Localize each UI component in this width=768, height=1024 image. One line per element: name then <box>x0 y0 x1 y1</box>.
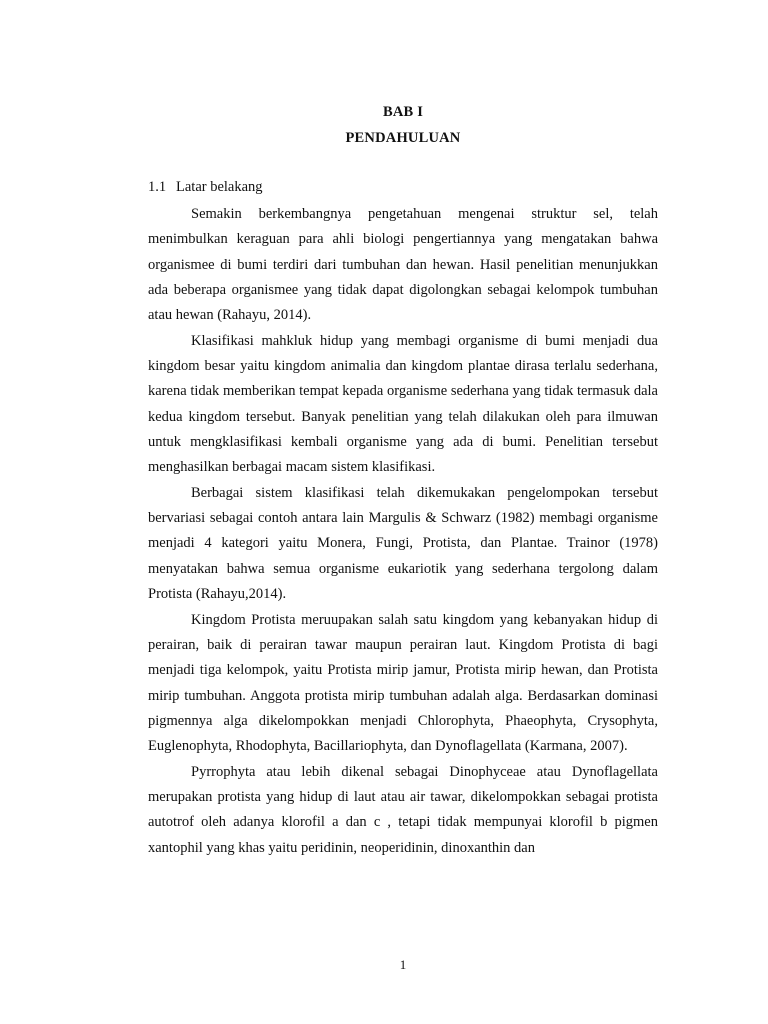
paragraph: Klasifikasi mahkluk hidup yang membagi organisme di bumi menjadi dua kingdom besar yaitu kingdom animalia dan kingdom plantae dirasa terlalu sederhana, karena tidak memberikan tempat kepada organisme sederhana yang tidak termasuk dala kedua kingdom tersebut. Banyak penelitian yang telah dilakukan oleh para ilmuwan untuk mengklasifikasi kembali organisme yang ada di bumi. Penelitian tersebut menghasilkan berbagai macam sistem klasifikasi. <box>148 332 658 476</box>
paragraph: Pyrrophyta atau lebih dikenal sebagai Dinophyceae atau Dynoflagellata merupakan protista yang hidup di laut atau air tawar, dikelompokkan sebagai protista autotrof oleh adanya klorofil a dan c , tetapi tidak mempunyai klorofil b pigmen xantophil yang khas yaitu peridinin, neoperidinin, dinoxanthin dan <box>148 763 658 856</box>
paragraph: Berbagai sistem klasifikasi telah dikemukakan pengelompokan tersebut bervariasi sebagai contoh antara lain Margulis & Schwarz (1982) membagi organisme menjadi 4 kategori yaitu Monera, Fungi, Protista, dan Plantae. Trainor (1978) menyatakan bahwa semua organisme eukariotik yang sederhana tergolong dalam Protista (Rahayu,2014). <box>148 484 658 603</box>
chapter-number: BAB I <box>382 104 424 120</box>
section-number: 1.1 <box>148 179 167 195</box>
body-text <box>148 202 658 861</box>
section-title: Latar belakang <box>176 179 263 195</box>
paragraph: Semakin berkembangnya pengetahuan mengenai struktur sel, telah menimbulkan keraguan para ahli biologi pengertiannya yang mengatakan bahwa organismee di bumi terdiri dari tumbuhan dan hewan. Hasil penelitian menunjukkan ada beberapa organismee yang tidak dapat digolongkan sebagai kelompok tumbuhan atau hewan (Rahayu, 2014). <box>148 206 658 324</box>
chapter-title: PENDAHULUAN <box>345 130 461 146</box>
page-number: 1 <box>399 957 407 972</box>
paragraph: Kingdom Protista meruupakan salah satu kingdom yang kebanyakan hidup di perairan, baik di perairan tawar maupun perairan laut. Kingdom Protista di bagi menjadi tiga kelompok, yaitu Protista mirip jamur, Protista mirip hewan, dan Protista mirip tumbuhan. Anggota protista mirip tumbuhan adalah alga. Berdasarkan dominasi pigmennya alga dikelompokkan menjadi Chlorophyta, Phaeophyta, Crysophyta, Euglenophyta, Rhodophyta, Bacillariophyta, dan Dynoflagellata (Karmana, 2007). <box>148 611 658 755</box>
section-heading <box>148 179 263 196</box>
